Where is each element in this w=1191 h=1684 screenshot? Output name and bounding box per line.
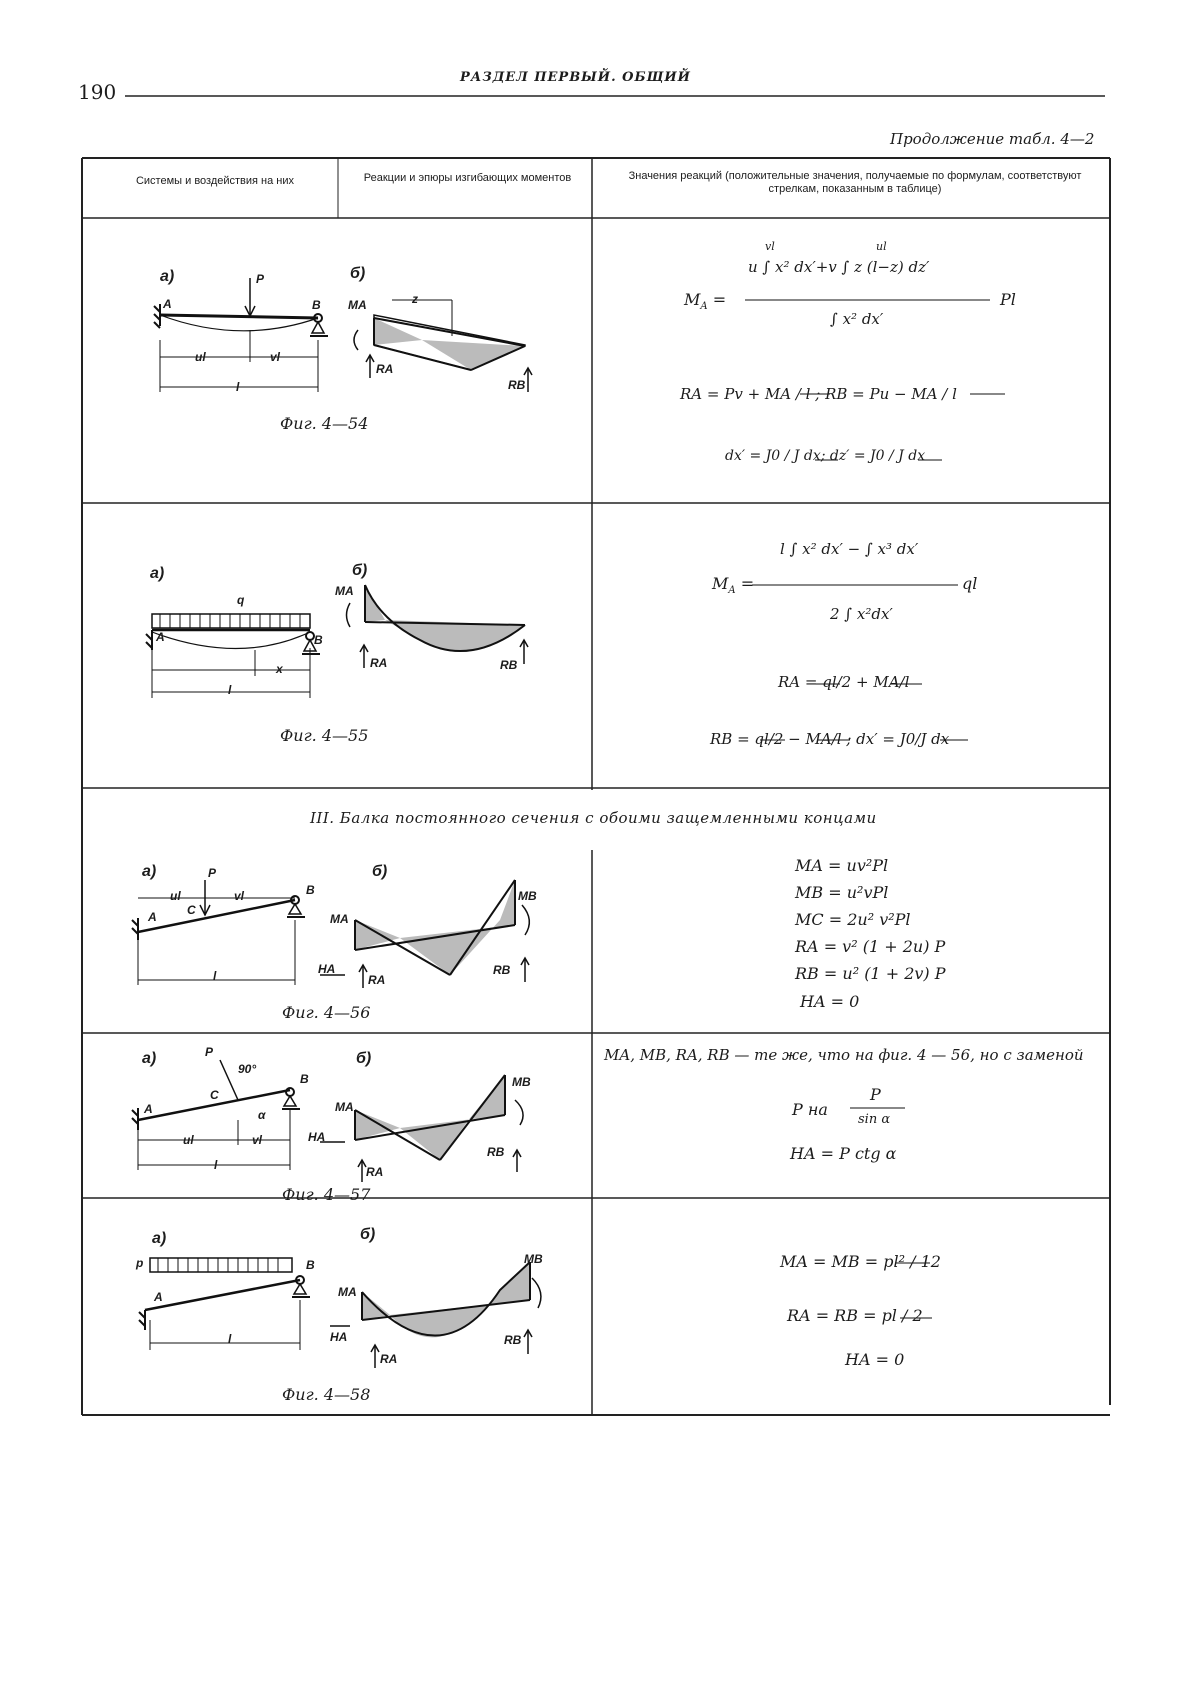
fig57-moment-ma: MA — [335, 1100, 354, 1114]
fig54-dim-l: l — [236, 380, 240, 394]
fig56-dim-l: l — [213, 969, 217, 983]
page-number: 190 — [78, 80, 117, 104]
fig55-ma-numerator: l ∫ x² dx′ − ∫ x³ dx′ — [780, 540, 919, 558]
fig56-support-b: B — [306, 883, 315, 897]
fig54-ma-denominator: ∫ x² dx′ — [830, 310, 884, 328]
fig58-formula-ra-rb: RA = RB = pl / 2 — [787, 1306, 923, 1325]
fig55-moment-ma: MA — [335, 584, 354, 598]
fig58-reaction-rb: RB — [504, 1333, 522, 1347]
fig56-formula-ra: RA = v² (1 + 2u) P — [795, 937, 946, 956]
fig55-ma-tail: ql — [962, 574, 978, 593]
fig55-ma-symbol: $M_A$ = — [712, 574, 755, 597]
fig56-reaction-rb: RB — [493, 963, 511, 977]
column-header-systems: Системы и воздействия на них — [135, 175, 295, 187]
fig56-point-c: C — [187, 903, 196, 917]
fig54-int1-upper: vl — [765, 240, 775, 253]
fig55-support-b: B — [314, 633, 323, 647]
fig55-support-a: A — [156, 630, 165, 644]
fig57-point-c: C — [210, 1088, 219, 1102]
figure-caption-4-55: Фиг. 4—55 — [280, 726, 369, 745]
fig57-label-a: а) — [142, 1050, 157, 1067]
fig56-formula-ha: HA = 0 — [800, 992, 860, 1011]
figure-caption-4-54: Фиг. 4—54 — [280, 414, 369, 433]
fig58-label-a: а) — [152, 1230, 167, 1247]
figure-4-54-drawing — [154, 278, 532, 392]
fig55-reaction-ra: RA = ql/2 + MA/l — [778, 673, 910, 691]
fig57-reaction-ha: HA — [308, 1130, 326, 1144]
fig54-dx-substitution: dx′ = J0 / J dx; dz′ = J0 / J dx — [725, 448, 926, 464]
fig56-moment-mb: MB — [518, 889, 537, 903]
fig54-label-b: б) — [350, 265, 366, 282]
fig54-reactions-ra-rb: RA = Pv + MA / l ; RB = Pu − MA / l — [680, 385, 957, 403]
fig55-reaction-rb: RB — [500, 658, 518, 672]
fig54-moment-ma: MA — [348, 298, 367, 312]
fig56-formula-ma: MA = uv²Pl — [795, 856, 889, 875]
fig54-int2-upper: ul — [876, 240, 887, 253]
fig58-reaction-ha: HA — [330, 1330, 348, 1344]
fig58-moment-mb: MB — [524, 1252, 543, 1266]
fig58-formula-ha: HA = 0 — [845, 1350, 905, 1369]
fig57-support-a: A — [144, 1102, 153, 1116]
fig54-dim-vl: vl — [270, 350, 281, 364]
fig57-p-denominator: sin α — [858, 1112, 891, 1127]
fig57-reaction-ra: RA — [366, 1165, 384, 1179]
column-header-values: Значения реакций (положительные значения, получаемые по формулам, соответствуют стрелкам, показанным в таблице) — [628, 170, 1082, 195]
fig54-dim-z: z — [412, 292, 418, 306]
fig56-support-a: A — [148, 910, 157, 924]
fig58-formula-ma-mb: MA = MB = pl² / 12 — [780, 1252, 941, 1271]
fig56-formula-mb: MB = u²vPl — [795, 883, 889, 902]
section-title: III. Балка постоянного сечения с обоими защемленными концами — [310, 809, 877, 827]
fig54-ma-symbol: $M_A$ = — [684, 290, 727, 313]
fig56-dim-ul: ul — [170, 889, 181, 903]
figure-caption-4-58: Фиг. 4—58 — [282, 1385, 371, 1404]
fig54-reaction-ra: RA — [376, 362, 394, 376]
fig55-reaction-ra: RA — [370, 656, 388, 670]
fig55-dim-l: l — [228, 683, 232, 697]
figure-4-55-drawing — [146, 585, 528, 698]
fig58-reaction-ra: RA — [380, 1352, 398, 1366]
fig56-moment-ma: MA — [330, 912, 349, 926]
fig56-formula-mc: MC = 2u² v²Pl — [795, 910, 911, 929]
fig56-formula-rb: RB = u² (1 + 2v) P — [795, 964, 946, 983]
fig58-dim-l: l — [228, 1332, 232, 1346]
fig57-p-numerator: P — [870, 1085, 881, 1104]
fig54-ma-tail: Pl — [1000, 290, 1016, 309]
fig56-reaction-ha: HA — [318, 962, 336, 976]
fig55-dim-x: x — [276, 662, 283, 676]
fig58-moment-ma: MA — [338, 1285, 357, 1299]
fig57-angle-90: 90° — [238, 1062, 257, 1076]
fig55-ma-denominator: 2 ∫ x²dx′ — [830, 605, 893, 623]
figure-4-57-drawing — [132, 1060, 523, 1182]
fig54-ma-numerator: u ∫ x² dx′+v ∫ z (l−z) dz′ — [748, 258, 930, 276]
fig56-load-p: P — [208, 866, 217, 880]
fig54-dim-ul: ul — [195, 350, 206, 364]
column-header-reactions: Реакции и эпюры изгибающих моментов — [363, 172, 572, 184]
fig58-load-p: p — [136, 1256, 144, 1270]
fig58-support-b: B — [306, 1258, 315, 1272]
figure-caption-4-56: Фиг. 4—56 — [282, 1003, 371, 1022]
fig57-formula-ha: HA = P ctg α — [790, 1144, 897, 1163]
fig57-p-on: P на — [792, 1100, 828, 1119]
fig57-substitution-text: MA, MB, RA, RB — те же, что на фиг. 4 — 56, но с заменой — [604, 1046, 1084, 1064]
fig57-dim-vl: vl — [252, 1133, 263, 1147]
fig57-angle-alpha: α — [258, 1108, 266, 1122]
fig57-reaction-rb: RB — [487, 1145, 505, 1159]
fig57-support-b: B — [300, 1072, 309, 1086]
table-continuation: Продолжение табл. 4—2 — [890, 130, 1095, 148]
fig55-load-q: q — [237, 593, 245, 607]
figure-caption-4-57: Фиг. 4—57 — [282, 1185, 371, 1204]
fig57-moment-mb: MB — [512, 1075, 531, 1089]
fig54-reaction-rb: RB — [508, 378, 526, 392]
fig54-load-p: P — [256, 272, 265, 286]
fig54-label-a: а) — [160, 268, 175, 285]
fig56-dim-vl: vl — [234, 889, 245, 903]
running-title: РАЗДЕЛ ПЕРВЫЙ. ОБЩИЙ — [460, 70, 691, 85]
fig55-reaction-rb: RB = ql/2 − MA/l ; dx′ = J0/J dx — [710, 730, 950, 748]
figure-4-58-drawing — [139, 1258, 541, 1368]
fig55-label-b: б) — [352, 562, 368, 579]
fig58-label-b: б) — [360, 1226, 376, 1243]
fig56-reaction-ra: RA — [368, 973, 386, 987]
fig54-support-b: B — [312, 298, 321, 312]
fig55-label-a: а) — [150, 565, 165, 582]
fig56-label-a: а) — [142, 863, 157, 880]
fig57-load-p: P — [205, 1045, 214, 1059]
fig58-support-a: A — [154, 1290, 163, 1304]
fig57-dim-ul: ul — [183, 1133, 194, 1147]
fig56-label-b: б) — [372, 863, 388, 880]
fig57-dim-l: l — [214, 1158, 218, 1172]
fig54-support-a: A — [163, 297, 172, 311]
fig57-label-b: б) — [356, 1050, 372, 1067]
